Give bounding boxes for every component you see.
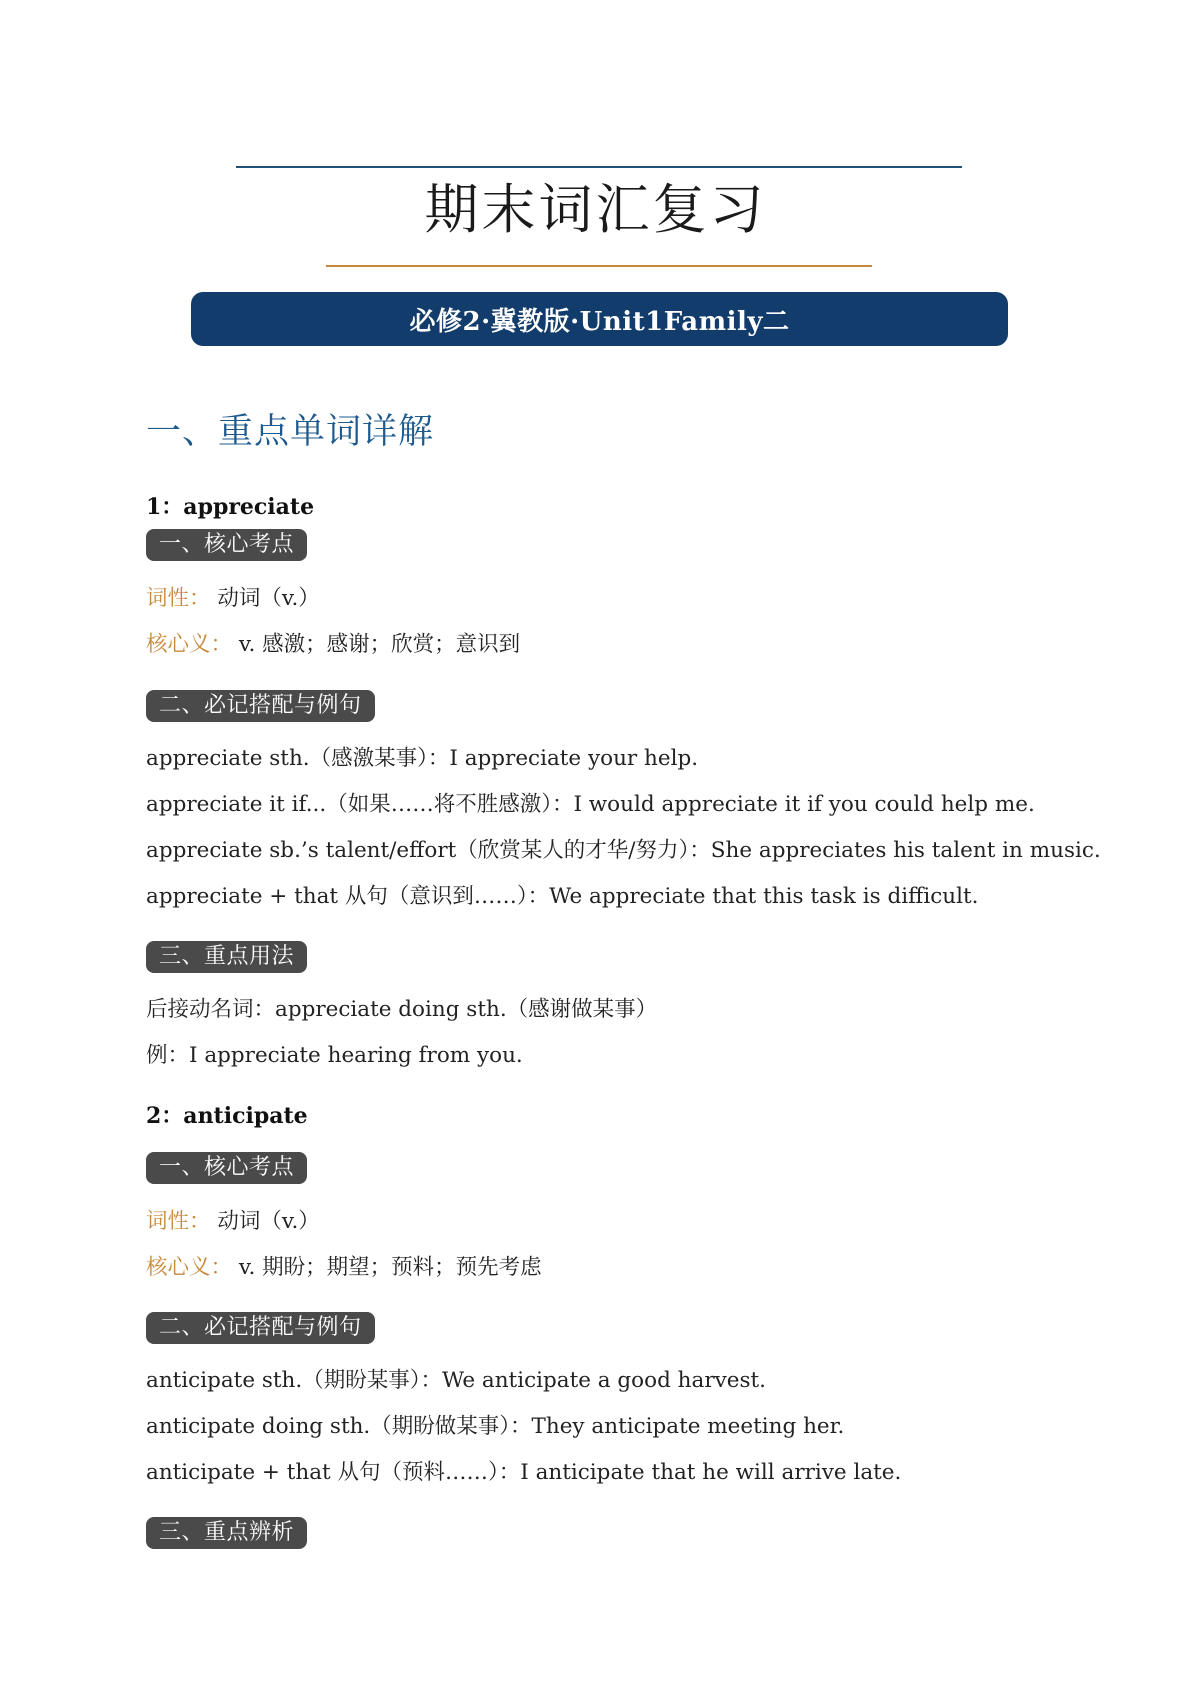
core-points-pill: 一、核心考点 <box>146 529 307 561</box>
word-heading-anticipate: 2：anticipate <box>146 1103 308 1129</box>
core-meaning-value: v. 期盼；期望；预料；预先考虑 <box>238 1255 542 1280</box>
part-of-speech-label: 词性： <box>146 1209 211 1234</box>
part-of-speech-line <box>146 584 320 614</box>
collocation-line: appreciate it if...（如果……将不胜感激）：I would appreciate it if you could help me. <box>146 792 1035 817</box>
part-of-speech-label: 词性： <box>146 586 211 611</box>
core-meaning-value: v. 感激；感谢；欣赏；意识到 <box>238 632 521 657</box>
section-heading: 一、重点单词详解 <box>146 412 435 452</box>
collocation-line: anticipate sth.（期盼某事）：We anticipate a good harvest. <box>146 1368 766 1393</box>
core-meaning-label: 核心义： <box>146 1255 233 1280</box>
core-meaning-line <box>146 630 520 660</box>
part-of-speech-line <box>146 1207 320 1237</box>
word-heading-appreciate: 1：appreciate <box>146 494 315 520</box>
collocation-line: anticipate + that 从句（预料……）：I anticipate that he will arrive late. <box>146 1460 902 1485</box>
unit-banner: 必修2·冀教版·Unit1Family二 <box>191 292 1008 346</box>
part-of-speech-value: 动词（v.） <box>217 586 320 611</box>
document-title: 期末词汇复习 <box>424 178 767 241</box>
usage-line: 后接动名词：appreciate doing sth.（感谢做某事） <box>146 997 658 1022</box>
key-usage-pill: 三、重点用法 <box>146 941 307 973</box>
title-bottom-rule <box>326 265 872 267</box>
collocation-line: anticipate doing sth.（期盼做某事）：They anticipate meeting her. <box>146 1414 845 1439</box>
title-top-rule <box>236 166 962 168</box>
core-meaning-label: 核心义： <box>146 632 233 657</box>
core-points-pill: 一、核心考点 <box>146 1152 307 1184</box>
part-of-speech-value: 动词（v.） <box>217 1209 320 1234</box>
key-analysis-pill: 三、重点辨析 <box>146 1517 307 1549</box>
core-meaning-line <box>146 1253 542 1283</box>
usage-example-line: 例：I appreciate hearing from you. <box>146 1043 523 1068</box>
collocation-line: appreciate sth.（感激某事）：I appreciate your help. <box>146 746 699 771</box>
collocation-line: appreciate sb.’s talent/effort（欣赏某人的才华/努力）：She appreciates his talent in music. <box>146 838 1101 863</box>
collocations-pill: 二、必记搭配与例句 <box>146 690 375 722</box>
collocation-line: appreciate + that 从句（意识到……）：We appreciate that this task is difficult. <box>146 884 979 909</box>
collocations-pill: 二、必记搭配与例句 <box>146 1312 375 1344</box>
